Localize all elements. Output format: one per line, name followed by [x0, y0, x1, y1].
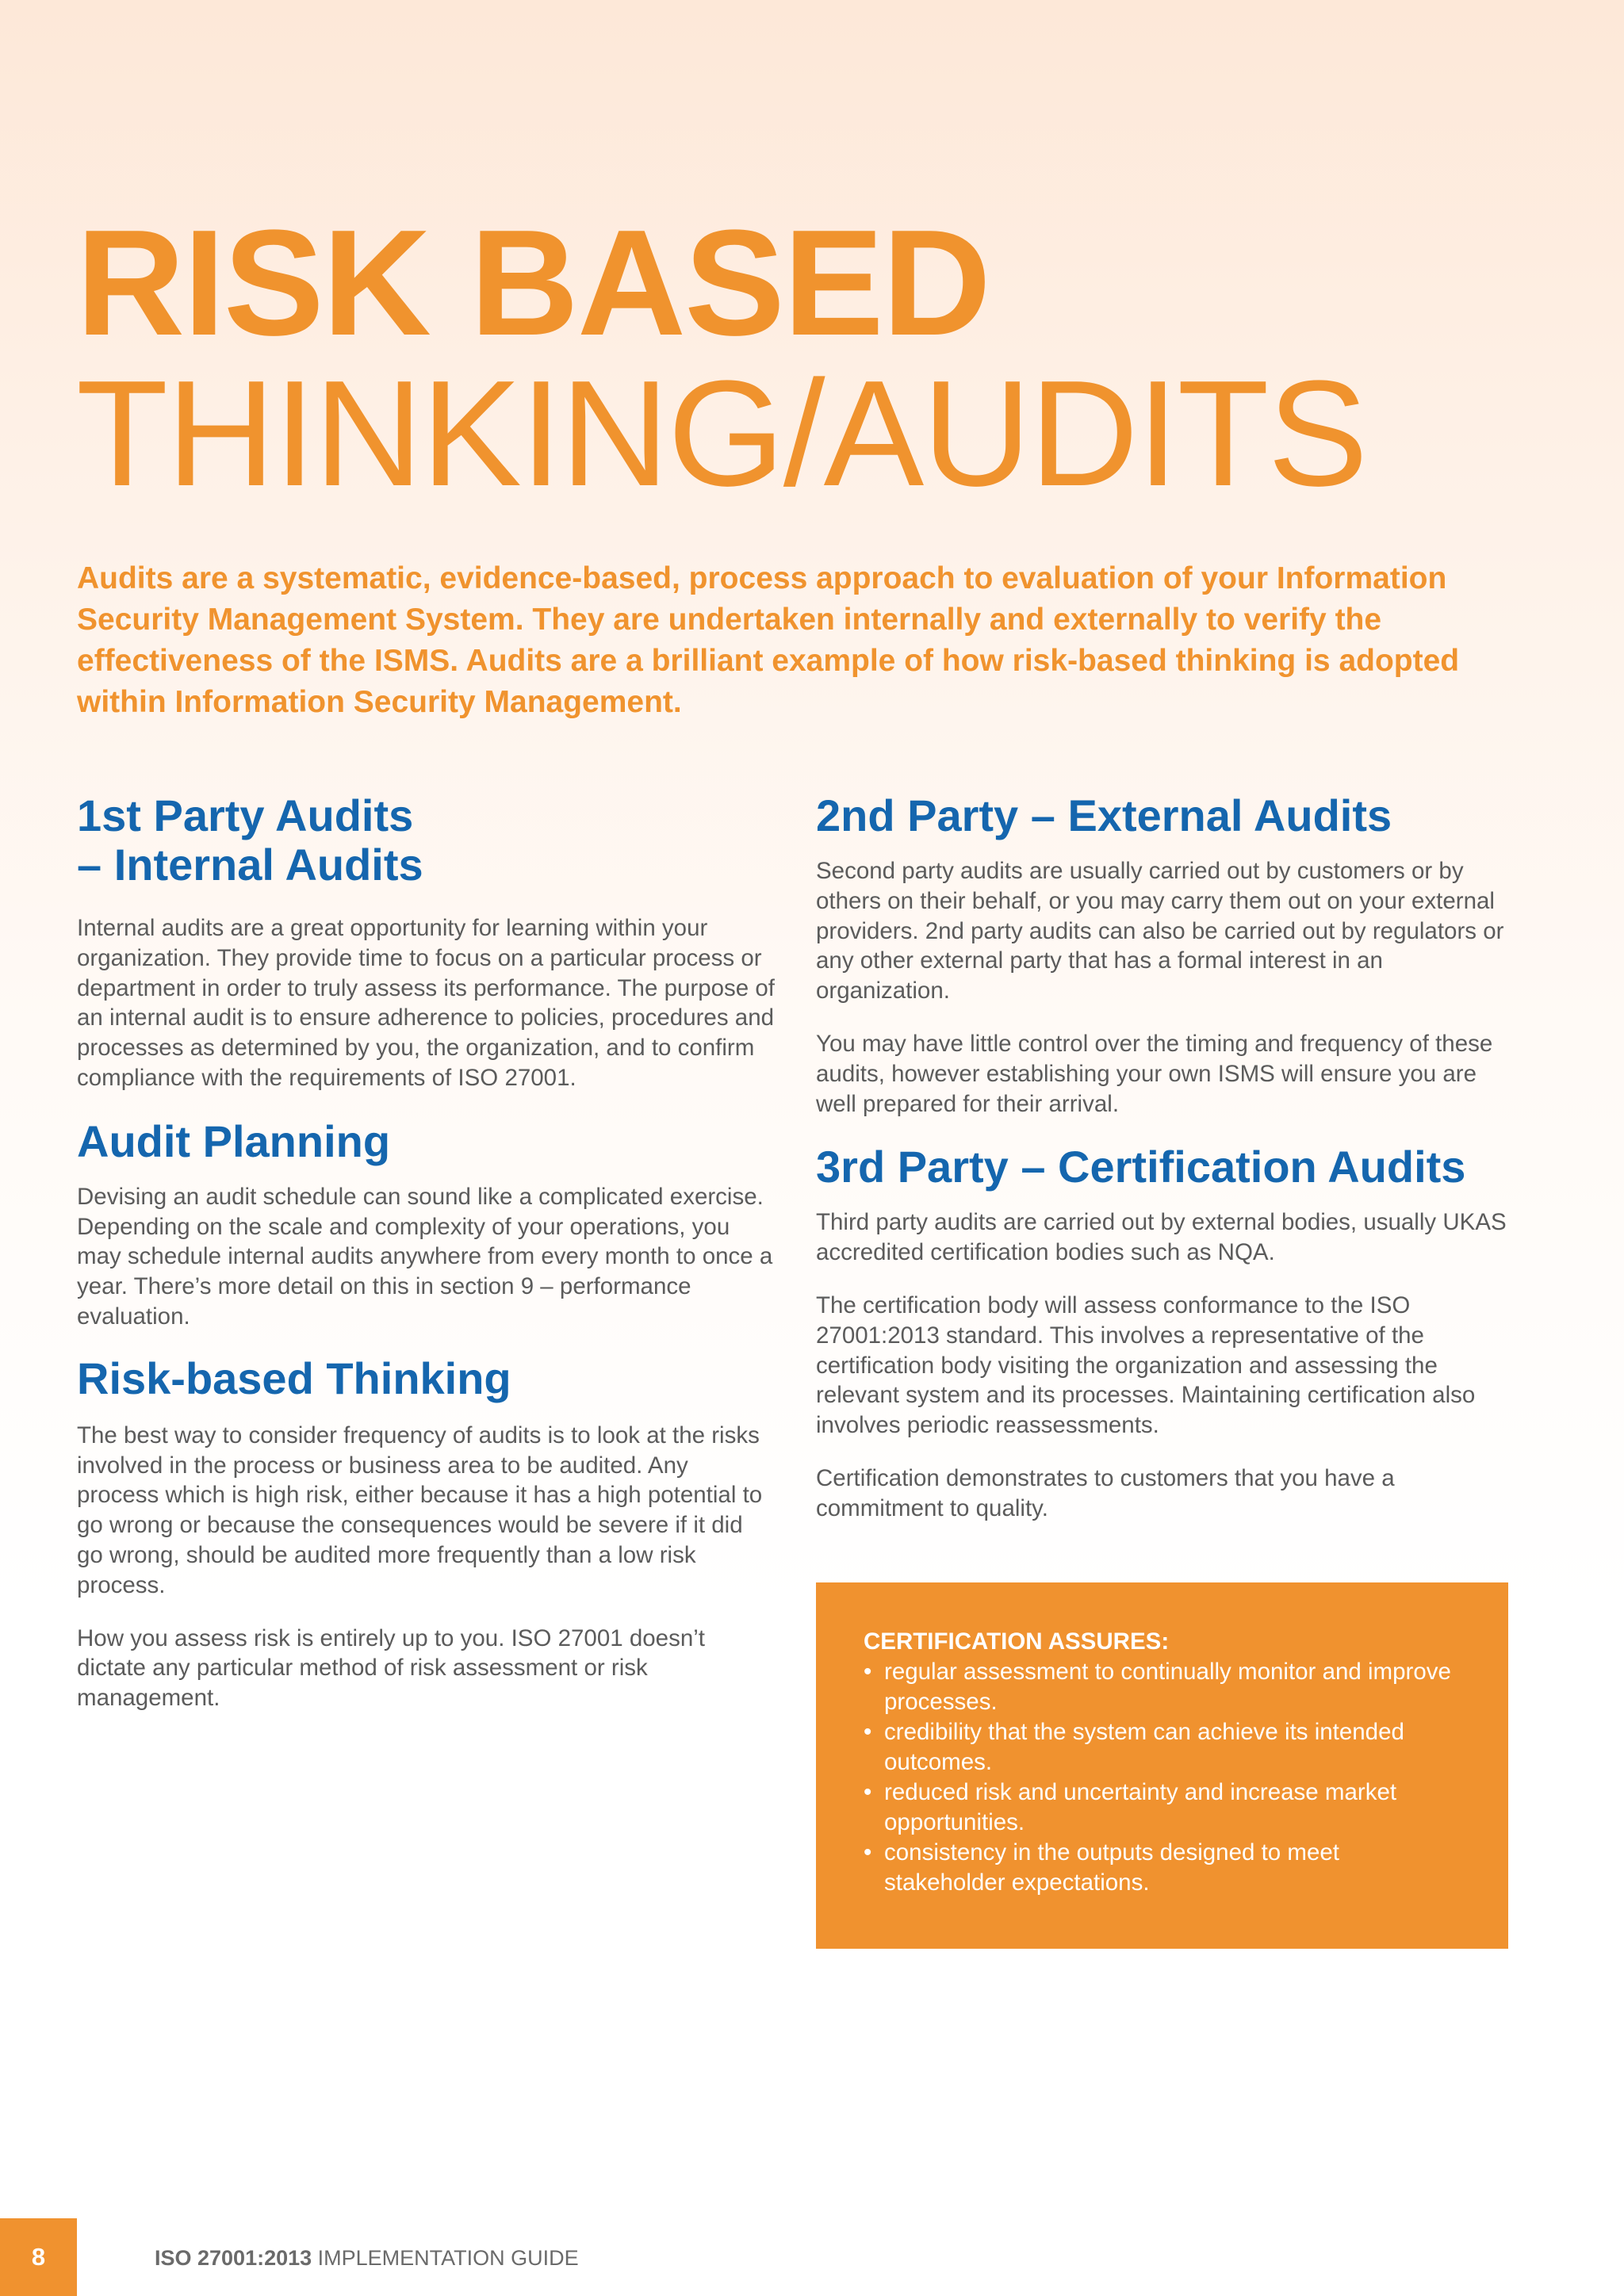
- page-number-badge: [0, 2218, 77, 2296]
- callout-list: [864, 1657, 1461, 1898]
- third-party-body-1: Third party audits are carried out by external bodies, usually UKAS accredited certification bodies such as NQA.: [816, 1209, 1507, 1266]
- bullet-icon: •: [864, 1659, 872, 1685]
- section-title-first-party: [77, 791, 775, 890]
- section-title-first-party-line-1: 1st Party Audits: [77, 790, 414, 840]
- section-first-party-audits: [77, 791, 775, 1093]
- bullet-icon: •: [864, 1779, 872, 1805]
- section-title-risk-based-thinking: Risk-based Thinking: [77, 1353, 511, 1403]
- callout-item-text: reduced risk and uncertainty and increase market opportunities.: [884, 1779, 1397, 1835]
- list-item: [864, 1777, 1461, 1838]
- footer-doc-title: [155, 2246, 579, 2271]
- intro-paragraph: Audits are a systematic, evidence-based, process approach to evaluation of your Information Security Management System. They are undertaken internally and externally to verify the effectiveness of the ISMS. Audits are a brilliant example of how risk-based thinking is adopted within Information Security Management.: [77, 561, 1460, 719]
- page-title-line-2: THINKING/AUDITS: [76, 350, 1367, 518]
- third-party-body-3: Certification demonstrates to customers that you have a commitment to quality.: [816, 1464, 1395, 1521]
- certification-callout-box: [816, 1582, 1508, 1949]
- bullet-icon: •: [864, 1719, 872, 1745]
- section-title-audit-planning: Audit Planning: [77, 1115, 391, 1166]
- callout-title: CERTIFICATION ASSURES:: [864, 1628, 1170, 1655]
- page-title-line-1: RISK BASED: [76, 199, 990, 367]
- footer-doc-title-rest: IMPLEMENTATION GUIDE: [312, 2246, 579, 2270]
- list-item: [864, 1838, 1461, 1898]
- list-item: [864, 1717, 1461, 1777]
- section-title-third-party: 3rd Party – Certification Audits: [816, 1142, 1466, 1192]
- risk-thinking-body-2: How you assess risk is entirely up to you. ISO 27001 doesn’t dictate any particular method of risk assessment or risk management.: [77, 1624, 705, 1712]
- section-title-first-party-line-2: – Internal Audits: [77, 840, 423, 890]
- section-second-party-audits: [816, 791, 1514, 1119]
- section-audit-planning: [77, 1117, 775, 1332]
- footer-doc-title-bold: ISO 27001:2013: [155, 2246, 312, 2270]
- callout-item-text: credibility that the system can achieve its intended outcomes.: [884, 1719, 1404, 1775]
- left-column: [77, 791, 775, 1713]
- second-party-body-1: Second party audits are usually carried out by customers or by others on their behalf, or you may carry them out on your external providers. 2nd party audits can also be carried out by regulators or any other external party that has a formal interest in an organization.: [816, 858, 1504, 1004]
- third-party-body-2: The certification body will assess conformance to the ISO 27001:2013 standard. This involves a representative of the certification body visiting the organization and assessing the relevant system and its processes. Maintaining certification also involves periodic reassessments.: [816, 1292, 1476, 1439]
- section-risk-based-thinking: [77, 1354, 775, 1713]
- bullet-icon: •: [864, 1839, 872, 1866]
- list-item: [864, 1657, 1461, 1717]
- risk-thinking-body-1: The best way to consider frequency of audits is to look at the risks involved in the process or business area to be audited. Any process which is high risk, either because it has a high potential to go wrong or because the consequences would be severe if it did go wrong, should be audited more frequently than a low risk process.: [77, 1422, 763, 1598]
- section-third-party-audits: [816, 1142, 1514, 1523]
- audit-planning-body: Devising an audit schedule can sound like a complicated exercise. Depending on the scale and complexity of your operations, you may schedule internal audits anywhere from every month to once a year. There’s more detail on this in section 9 – performance evaluation.: [77, 1183, 773, 1330]
- section-title-second-party: 2nd Party – External Audits: [816, 790, 1392, 840]
- right-column: [816, 791, 1514, 1524]
- callout-item-text: consistency in the outputs designed to meet stakeholder expectations.: [884, 1839, 1339, 1896]
- second-party-body-2: You may have little control over the timing and frequency of these audits, however establishing your own ISMS will ensure you are well prepared for their arrival.: [816, 1030, 1493, 1117]
- page-number: 8: [31, 2243, 46, 2271]
- first-party-body: Internal audits are a great opportunity for learning within your organization. They provide time to focus on a particular process or department in order to truly assess its performance. The purpose of an internal audit is to ensure adherence to policies, procedures and processes as determined by you, the organization, and to confirm compliance with the requirements of ISO 27001.: [77, 915, 775, 1091]
- callout-item-text: regular assessment to continually monitor and improve processes.: [884, 1659, 1451, 1715]
